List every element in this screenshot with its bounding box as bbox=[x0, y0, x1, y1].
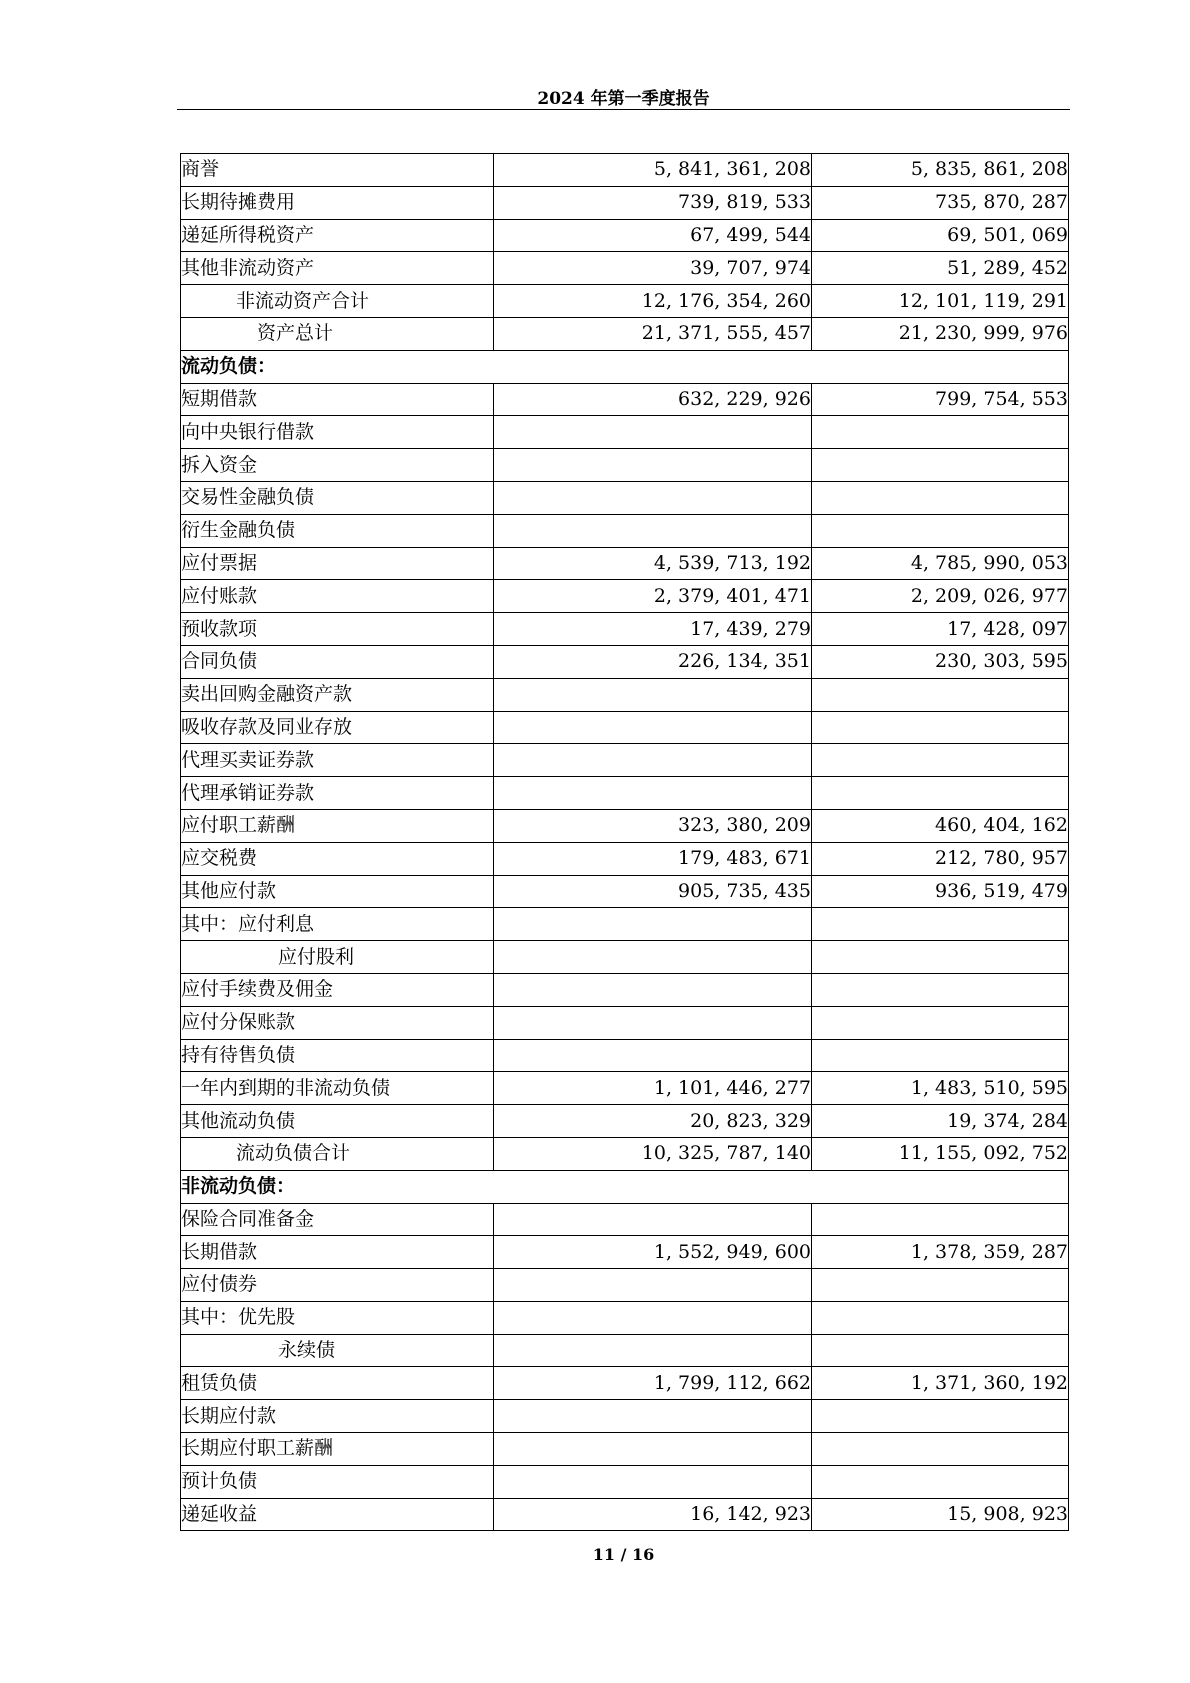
table-row bbox=[181, 1039, 1069, 1072]
value-period-end bbox=[494, 973, 812, 1006]
table-row bbox=[181, 1105, 1069, 1138]
value-prior-year-end: 735, 870, 287 bbox=[812, 186, 1069, 219]
value-period-end: 39, 707, 974 bbox=[494, 252, 812, 285]
value-period-end bbox=[494, 1269, 812, 1302]
page-header-title: 2024 年第一季度报告 bbox=[537, 89, 710, 109]
section-heading: 非流动负债： bbox=[181, 1170, 1069, 1203]
value-prior-year-end bbox=[812, 777, 1069, 810]
value-prior-year-end bbox=[812, 514, 1069, 547]
value-period-end bbox=[494, 416, 812, 449]
value-period-end bbox=[494, 1203, 812, 1236]
row-label: 代理买卖证券款 bbox=[181, 744, 494, 777]
row-label: 递延收益 bbox=[181, 1498, 494, 1531]
row-label: 持有待售负债 bbox=[181, 1039, 494, 1072]
value-prior-year-end bbox=[812, 1433, 1069, 1466]
value-period-end bbox=[494, 1334, 812, 1367]
value-period-end: 4, 539, 713, 192 bbox=[494, 547, 812, 580]
table-row bbox=[181, 809, 1069, 842]
table-row bbox=[181, 252, 1069, 285]
table-row bbox=[181, 941, 1069, 974]
page-number: 11 / 16 bbox=[592, 1545, 655, 1564]
table-row bbox=[181, 1072, 1069, 1105]
value-period-end bbox=[494, 1039, 812, 1072]
value-period-end bbox=[494, 777, 812, 810]
value-period-end: 226, 134, 351 bbox=[494, 645, 812, 678]
value-prior-year-end: 17, 428, 097 bbox=[812, 613, 1069, 646]
value-prior-year-end bbox=[812, 1039, 1069, 1072]
row-label: 应付职工薪酬 bbox=[181, 809, 494, 842]
row-label: 短期借款 bbox=[181, 383, 494, 416]
row-label: 应付股利 bbox=[181, 941, 494, 974]
value-period-end: 1, 552, 949, 600 bbox=[494, 1236, 812, 1269]
table-row bbox=[181, 1334, 1069, 1367]
header-divider bbox=[177, 109, 1070, 110]
value-prior-year-end bbox=[812, 744, 1069, 777]
balance-sheet-body bbox=[181, 154, 1069, 1531]
row-label: 预收款项 bbox=[181, 613, 494, 646]
value-period-end: 739, 819, 533 bbox=[494, 186, 812, 219]
row-label: 应付票据 bbox=[181, 547, 494, 580]
value-period-end bbox=[494, 1465, 812, 1498]
value-prior-year-end: 12, 101, 119, 291 bbox=[812, 285, 1069, 318]
table-row bbox=[181, 514, 1069, 547]
table-row bbox=[181, 678, 1069, 711]
table-row bbox=[181, 1236, 1069, 1269]
row-label: 向中央银行借款 bbox=[181, 416, 494, 449]
row-label: 拆入资金 bbox=[181, 449, 494, 482]
value-prior-year-end bbox=[812, 941, 1069, 974]
row-label: 合同负债 bbox=[181, 645, 494, 678]
section-row bbox=[181, 1170, 1069, 1203]
value-period-end: 10, 325, 787, 140 bbox=[494, 1137, 812, 1170]
value-period-end bbox=[494, 744, 812, 777]
value-period-end: 16, 142, 923 bbox=[494, 1498, 812, 1531]
row-label: 永续债 bbox=[181, 1334, 494, 1367]
row-label: 流动负债合计 bbox=[181, 1137, 494, 1170]
value-period-end: 20, 823, 329 bbox=[494, 1105, 812, 1138]
table-row bbox=[181, 547, 1069, 580]
value-period-end: 179, 483, 671 bbox=[494, 842, 812, 875]
row-label: 应付债券 bbox=[181, 1269, 494, 1302]
table-row bbox=[181, 1498, 1069, 1531]
row-label: 应付分保账款 bbox=[181, 1006, 494, 1039]
row-label: 长期应付职工薪酬 bbox=[181, 1433, 494, 1466]
row-label: 长期应付款 bbox=[181, 1400, 494, 1433]
row-label: 租赁负债 bbox=[181, 1367, 494, 1400]
table-row bbox=[181, 1269, 1069, 1302]
value-prior-year-end: 1, 483, 510, 595 bbox=[812, 1072, 1069, 1105]
value-prior-year-end bbox=[812, 481, 1069, 514]
row-label: 应付账款 bbox=[181, 580, 494, 613]
row-label: 应付手续费及佣金 bbox=[181, 973, 494, 1006]
table-row bbox=[181, 1367, 1069, 1400]
value-prior-year-end: 212, 780, 957 bbox=[812, 842, 1069, 875]
row-label: 保险合同准备金 bbox=[181, 1203, 494, 1236]
value-prior-year-end bbox=[812, 1301, 1069, 1334]
value-period-end bbox=[494, 678, 812, 711]
value-period-end bbox=[494, 449, 812, 482]
row-label: 长期待摊费用 bbox=[181, 186, 494, 219]
table-row bbox=[181, 1301, 1069, 1334]
value-period-end bbox=[494, 514, 812, 547]
value-prior-year-end: 460, 404, 162 bbox=[812, 809, 1069, 842]
row-label: 交易性金融负债 bbox=[181, 481, 494, 514]
table-row bbox=[181, 711, 1069, 744]
value-prior-year-end: 799, 754, 553 bbox=[812, 383, 1069, 416]
row-label: 非流动资产合计 bbox=[181, 285, 494, 318]
row-label: 其中：应付利息 bbox=[181, 908, 494, 941]
value-period-end bbox=[494, 908, 812, 941]
value-prior-year-end bbox=[812, 416, 1069, 449]
value-period-end: 12, 176, 354, 260 bbox=[494, 285, 812, 318]
table-row bbox=[181, 908, 1069, 941]
table-row bbox=[181, 973, 1069, 1006]
row-label: 预计负债 bbox=[181, 1465, 494, 1498]
table-row bbox=[181, 1137, 1069, 1170]
table-row bbox=[181, 383, 1069, 416]
table-row bbox=[181, 613, 1069, 646]
value-prior-year-end bbox=[812, 1269, 1069, 1302]
row-label: 递延所得税资产 bbox=[181, 219, 494, 252]
value-prior-year-end: 4, 785, 990, 053 bbox=[812, 547, 1069, 580]
table-row bbox=[181, 744, 1069, 777]
value-prior-year-end bbox=[812, 973, 1069, 1006]
value-period-end bbox=[494, 1400, 812, 1433]
value-period-end bbox=[494, 1006, 812, 1039]
value-prior-year-end: 936, 519, 479 bbox=[812, 875, 1069, 908]
value-prior-year-end bbox=[812, 1334, 1069, 1367]
value-prior-year-end bbox=[812, 711, 1069, 744]
table-row bbox=[181, 1465, 1069, 1498]
section-heading: 流动负债： bbox=[181, 350, 1069, 383]
value-period-end: 1, 799, 112, 662 bbox=[494, 1367, 812, 1400]
value-prior-year-end: 21, 230, 999, 976 bbox=[812, 317, 1069, 350]
row-label: 商誉 bbox=[181, 154, 494, 187]
value-period-end: 21, 371, 555, 457 bbox=[494, 317, 812, 350]
value-period-end bbox=[494, 941, 812, 974]
table-row bbox=[181, 416, 1069, 449]
value-period-end: 17, 439, 279 bbox=[494, 613, 812, 646]
table-row bbox=[181, 1203, 1069, 1236]
table-row bbox=[181, 285, 1069, 318]
value-prior-year-end: 2, 209, 026, 977 bbox=[812, 580, 1069, 613]
table-row bbox=[181, 219, 1069, 252]
table-row bbox=[181, 154, 1069, 187]
row-label: 其他流动负债 bbox=[181, 1105, 494, 1138]
balance-sheet-table bbox=[180, 153, 1069, 1531]
value-prior-year-end: 69, 501, 069 bbox=[812, 219, 1069, 252]
value-prior-year-end: 19, 374, 284 bbox=[812, 1105, 1069, 1138]
table-row bbox=[181, 645, 1069, 678]
value-prior-year-end: 51, 289, 452 bbox=[812, 252, 1069, 285]
table-row bbox=[181, 1400, 1069, 1433]
value-prior-year-end: 15, 908, 923 bbox=[812, 1498, 1069, 1531]
table-row bbox=[181, 1006, 1069, 1039]
value-period-end: 5, 841, 361, 208 bbox=[494, 154, 812, 187]
table-row bbox=[181, 875, 1069, 908]
row-label: 长期借款 bbox=[181, 1236, 494, 1269]
value-period-end bbox=[494, 1433, 812, 1466]
value-period-end: 67, 499, 544 bbox=[494, 219, 812, 252]
value-prior-year-end bbox=[812, 449, 1069, 482]
value-period-end bbox=[494, 1301, 812, 1334]
value-period-end: 323, 380, 209 bbox=[494, 809, 812, 842]
value-prior-year-end: 11, 155, 092, 752 bbox=[812, 1137, 1069, 1170]
value-prior-year-end: 1, 371, 360, 192 bbox=[812, 1367, 1069, 1400]
value-prior-year-end bbox=[812, 1006, 1069, 1039]
row-label: 一年内到期的非流动负债 bbox=[181, 1072, 494, 1105]
row-label: 其中：优先股 bbox=[181, 1301, 494, 1334]
row-label: 卖出回购金融资产款 bbox=[181, 678, 494, 711]
row-label: 资产总计 bbox=[181, 317, 494, 350]
table-row bbox=[181, 1433, 1069, 1466]
row-label: 应交税费 bbox=[181, 842, 494, 875]
row-label: 其他非流动资产 bbox=[181, 252, 494, 285]
row-label: 代理承销证券款 bbox=[181, 777, 494, 810]
value-prior-year-end bbox=[812, 678, 1069, 711]
table-row bbox=[181, 481, 1069, 514]
table-row bbox=[181, 580, 1069, 613]
value-period-end bbox=[494, 481, 812, 514]
value-prior-year-end bbox=[812, 908, 1069, 941]
value-period-end: 1, 101, 446, 277 bbox=[494, 1072, 812, 1105]
value-prior-year-end: 230, 303, 595 bbox=[812, 645, 1069, 678]
value-period-end: 632, 229, 926 bbox=[494, 383, 812, 416]
value-prior-year-end bbox=[812, 1203, 1069, 1236]
value-period-end bbox=[494, 711, 812, 744]
value-prior-year-end bbox=[812, 1465, 1069, 1498]
table-row bbox=[181, 186, 1069, 219]
table-row bbox=[181, 317, 1069, 350]
value-period-end: 2, 379, 401, 471 bbox=[494, 580, 812, 613]
value-prior-year-end: 5, 835, 861, 208 bbox=[812, 154, 1069, 187]
value-prior-year-end bbox=[812, 1400, 1069, 1433]
section-row bbox=[181, 350, 1069, 383]
table-row bbox=[181, 449, 1069, 482]
table-row bbox=[181, 777, 1069, 810]
row-label: 其他应付款 bbox=[181, 875, 494, 908]
row-label: 衍生金融负债 bbox=[181, 514, 494, 547]
row-label: 吸收存款及同业存放 bbox=[181, 711, 494, 744]
table-row bbox=[181, 842, 1069, 875]
value-period-end: 905, 735, 435 bbox=[494, 875, 812, 908]
value-prior-year-end: 1, 378, 359, 287 bbox=[812, 1236, 1069, 1269]
